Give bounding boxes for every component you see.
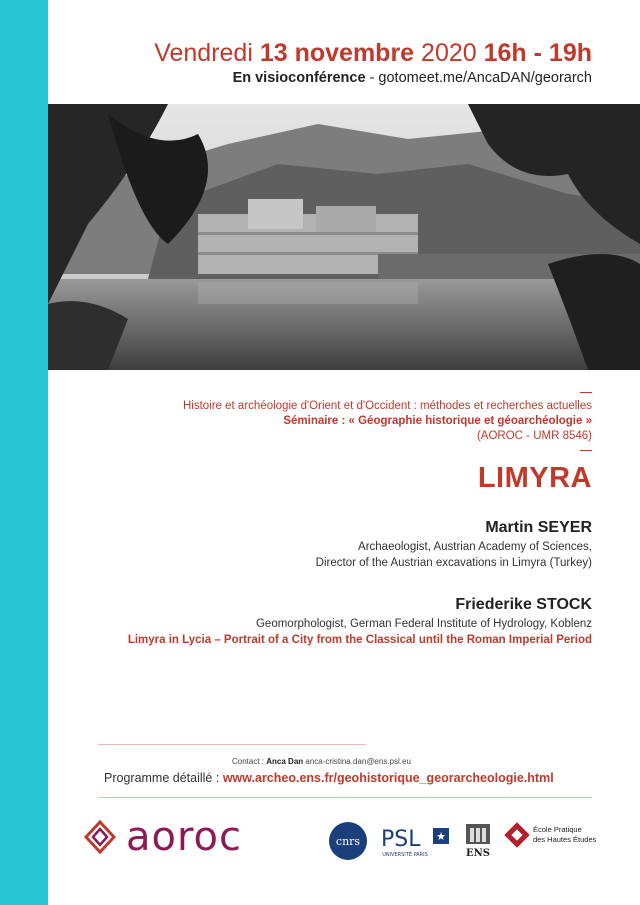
speaker-name: Martin SEYER xyxy=(485,519,592,536)
footer-divider xyxy=(98,797,592,798)
contact-info: Contact : Anca Dan anca-cristina.dan@ens.psl.eu xyxy=(232,757,411,766)
cyan-sidebar xyxy=(0,0,48,905)
series-title: Histoire et archéologie d'Orient et d'Occident : méthodes et recherches actuelles xyxy=(182,400,592,412)
divider xyxy=(580,450,592,451)
ens-logo[interactable] xyxy=(462,820,494,865)
event-venue: En visioconférence - gotomeet.me/AncaDAN/georarch xyxy=(232,70,592,86)
divider xyxy=(580,392,592,393)
program-link[interactable]: www.archeo.ens.fr/geohistorique_georarcheologie.html xyxy=(222,771,554,785)
star-icon: ★ xyxy=(436,831,446,843)
meeting-link[interactable]: gotomeet.me/AncaDAN/georarch xyxy=(378,70,592,86)
speaker-1 xyxy=(32,517,592,571)
speaker-affiliation: Geomorphologist, German Federal Institute of Hydrology, Koblenz xyxy=(255,618,592,630)
ephe-logo[interactable] xyxy=(504,822,603,848)
cnrs-label: cnrs xyxy=(335,835,361,848)
aoroc-mark-icon xyxy=(82,819,118,855)
ephe-mark-icon xyxy=(504,822,530,848)
contact-email[interactable]: anca-cristina.dan@ens.psl.eu xyxy=(305,757,411,766)
research-unit: (AOROC - UMR 8546) xyxy=(476,430,592,442)
speaker-name: Friederike STOCK xyxy=(455,596,592,613)
cnrs-logo[interactable] xyxy=(328,821,368,866)
event-date: Vendredi 13 novembre 2020 16h - 19h xyxy=(154,39,592,67)
speaker-2 xyxy=(32,594,592,648)
psl-logo[interactable] xyxy=(381,824,451,863)
event-header xyxy=(154,38,592,86)
talk-title: Limyra in Lycia – Portrait of a City from the Classical until the Roman Imperial Period xyxy=(127,634,592,646)
ens-label: ENS xyxy=(466,848,490,859)
footer-divider xyxy=(98,744,366,745)
psl-label: PSL xyxy=(381,827,421,852)
aoroc-logo[interactable]: aoroc xyxy=(82,814,242,860)
program-info: Programme détaillé : www.archeo.ens.fr/geohistorique_georarcheologie.html xyxy=(104,771,554,785)
psl-sub-label: UNIVERSITÉ PARIS xyxy=(382,852,428,858)
page-title: LIMYRA xyxy=(477,462,592,494)
ephe-label: École Pratique des Hautes Études xyxy=(533,825,597,844)
limyra-ruins-photo xyxy=(48,104,640,370)
speaker-affiliation: Director of the Austrian excavations in Limyra (Turkey) xyxy=(315,557,592,569)
seminar-title: Séminaire : « Géographie historique et géoarchéologie » xyxy=(283,415,592,427)
seminar-info xyxy=(72,392,592,451)
speaker-affiliation: Archaeologist, Austrian Academy of Sciences, xyxy=(358,541,592,553)
